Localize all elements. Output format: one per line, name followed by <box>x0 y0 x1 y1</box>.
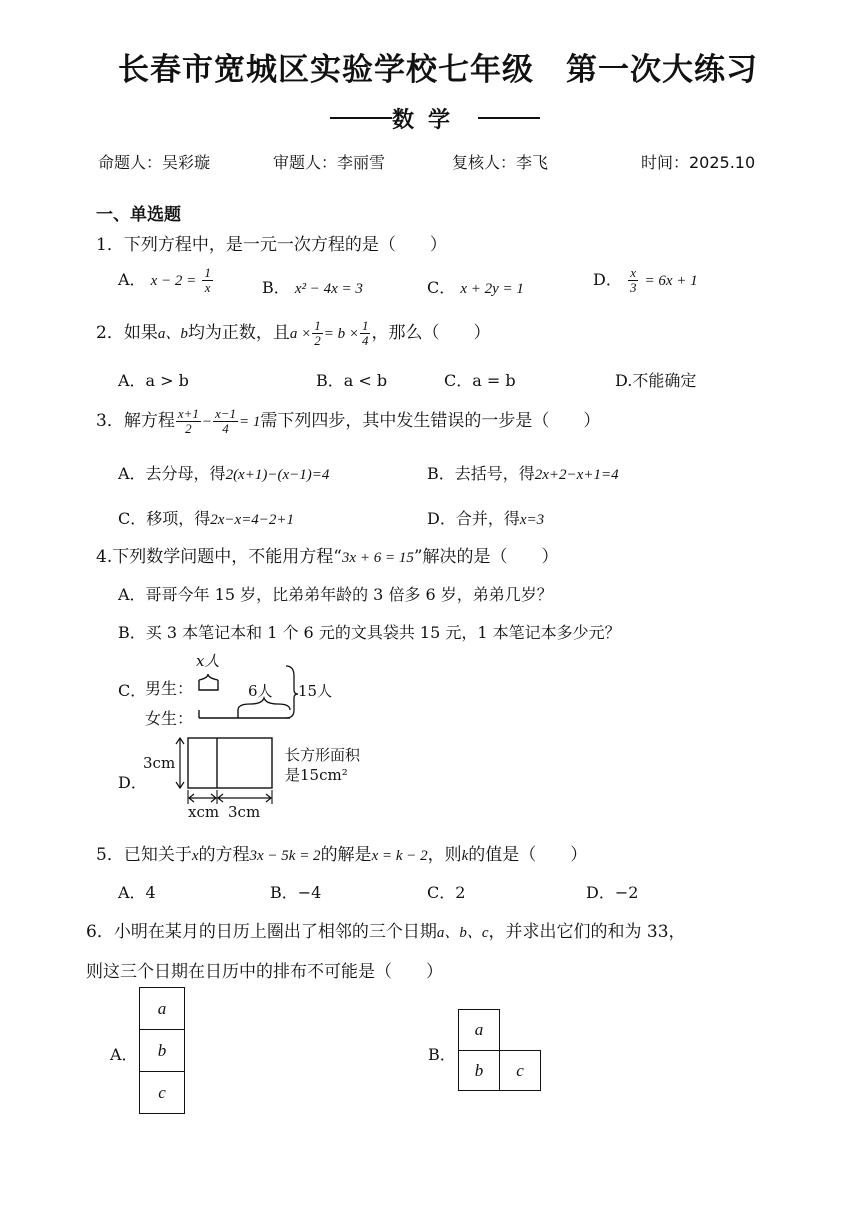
q6-b-cell-b: b <box>458 1050 500 1091</box>
q2-n1: 1 <box>314 318 321 333</box>
q3-option-b <box>427 461 619 484</box>
author-label: 命题人：吴彩璇 <box>98 153 211 172</box>
q2-option-c: C．a = b <box>444 371 516 390</box>
q3-option-a <box>118 461 329 484</box>
q5-mid2: 的解是 <box>320 845 372 865</box>
q1-a-num: 1 <box>204 265 211 280</box>
q3-stem <box>96 406 600 436</box>
q4-post: ”解决的是（ ） <box>413 547 559 567</box>
q1-d-right: = 6x + 1 <box>644 273 698 289</box>
q6-option-b-label: B． <box>428 1045 456 1064</box>
q4-c-girls-bar <box>199 710 290 718</box>
q3-d-expr: x=3 <box>519 512 545 528</box>
exam-subject: 数学 <box>392 108 465 133</box>
reviewer-label: 审题人：李丽雪 <box>273 153 386 172</box>
q2-e2: = b × <box>323 326 359 342</box>
q1-option-d <box>593 266 698 295</box>
q6-b-cell-a: a <box>458 1009 500 1051</box>
q1-c-label: C． <box>427 278 456 297</box>
q3-eq: = 1 <box>239 414 261 430</box>
q2-e1: a × <box>289 326 312 342</box>
q2-mid: 均为正数，且 <box>187 323 290 343</box>
q3-a-expr: 2(x+1)−(x−1)=4 <box>225 467 330 483</box>
date-label: 时间：2025.10 <box>641 153 756 172</box>
q4-d-width-3: 3cm <box>228 803 261 821</box>
q1-option-c <box>427 275 524 298</box>
q4-expr: 3x + 6 = 15 <box>341 550 414 566</box>
q6-line-1 <box>86 917 686 942</box>
q6-line1-vars: a、b、c <box>436 925 489 941</box>
q1-option-a <box>118 266 214 295</box>
q1-stem: 1．下列方程中，是一元一次方程的是（ ） <box>96 235 447 255</box>
q1-d-fraction <box>628 266 639 295</box>
q5-pre: 5．已知关于 <box>96 845 192 865</box>
q4-c-label: C． <box>118 681 147 700</box>
q5-post: 的值是（ ） <box>468 845 588 865</box>
q5-option-c: C．2 <box>427 883 466 902</box>
q6-b-cell-c: c <box>499 1050 541 1091</box>
q6-a-cell-b: b <box>139 1029 185 1072</box>
q5-var-x: x <box>191 848 199 864</box>
q2-frac-2 <box>360 319 371 348</box>
q4-d-height: 3cm <box>143 754 176 772</box>
q1-b-expr: x² − 4x = 3 <box>294 281 363 297</box>
checker-label: 复核人：李飞 <box>452 153 549 172</box>
q5-option-b: B．−4 <box>270 883 322 902</box>
exam-title: 长春市宽城区实验学校七年级 第一次大练习 <box>118 52 758 88</box>
q5-option-d: D．−2 <box>586 883 639 902</box>
subtitle-rule-right <box>478 117 540 119</box>
q4-c-girls: 女生： <box>145 709 194 728</box>
q3-frac-2 <box>213 407 238 436</box>
q3-n1: x+1 <box>177 406 199 421</box>
q4-c-x-people: x人 <box>196 652 220 670</box>
q1-a-den: x <box>204 280 211 295</box>
q3-d2: 4 <box>222 421 229 436</box>
q1-a-left: x − 2 = <box>150 273 197 289</box>
q3-pre: 3．解方程 <box>96 411 175 431</box>
q4-c-total-people: 15人 <box>298 682 333 700</box>
q2-option-b: B．a < b <box>316 371 388 390</box>
q5-equation: 3x − 5k = 2 <box>249 848 321 864</box>
q1-c-expr: x + 2y = 1 <box>460 281 524 297</box>
q4-c-bar-diagram <box>190 660 310 726</box>
subtitle-rule-left <box>330 117 392 119</box>
q3-c-text: C．移项，得 <box>118 509 211 528</box>
q1-a-label: A． <box>118 270 146 289</box>
q6-a-cell-a: a <box>139 987 185 1030</box>
q2-d1: 2 <box>314 333 321 348</box>
q6-line-2: 则这三个日期在日历中的排布不可能是（ ） <box>86 962 443 982</box>
q3-d-text: D．合并，得 <box>427 509 520 528</box>
q5-var-k: k <box>461 848 469 864</box>
q6-a-cell-c: c <box>139 1071 185 1114</box>
q3-c-expr: 2x−x=4−2+1 <box>210 512 295 528</box>
q5-solution: x = k − 2 <box>371 848 428 864</box>
q4-d-note-1: 长方形面积 <box>285 746 361 764</box>
q2-stem <box>96 318 490 348</box>
q5-mid3: ，则 <box>427 845 462 865</box>
q4-d-note-2: 是15cm² <box>285 766 348 784</box>
q1-d-den: 3 <box>629 280 637 295</box>
q4-c-total-brace <box>286 666 298 718</box>
q3-option-c <box>118 506 294 529</box>
q3-post: 需下列四步，其中发生错误的一步是（ ） <box>260 411 601 431</box>
q3-n2: x−1 <box>215 406 237 421</box>
q2-option-a: A．a > b <box>118 371 189 390</box>
q2-frac-1 <box>312 319 323 348</box>
q4-c-boys-bracket <box>199 674 218 690</box>
section-title: 一、单选题 <box>96 205 181 225</box>
q2-d2: 4 <box>361 333 369 348</box>
q4-c-six-people: 6人 <box>248 682 273 700</box>
q6-line1-post: ，并求出它们的和为 33， <box>488 922 686 942</box>
q5-stem <box>96 840 587 865</box>
q3-frac-1 <box>176 407 201 436</box>
q2-n2: 1 <box>361 318 369 333</box>
q4-pre: 4.下列数学问题中，不能用方程“ <box>96 547 342 567</box>
q4-d-width-x: xcm <box>188 803 220 821</box>
q4-stem <box>96 542 559 567</box>
q3-a-text: A．去分母，得 <box>118 464 226 483</box>
q1-option-b <box>262 275 363 298</box>
q4-option-b: B．买 3 本笔记本和 1 个 6 元的文具袋共 15 元，1 本笔记本多少元？ <box>118 623 621 642</box>
q2-vars: a、b <box>157 326 188 342</box>
q3-b-expr: 2x+2−x+1=4 <box>534 467 619 483</box>
q4-c-six-brace <box>238 698 290 710</box>
q1-a-fraction <box>202 266 213 295</box>
q4-c-boys: 男生： <box>145 679 194 698</box>
q4-option-a: A．哥哥今年 15 岁，比弟弟年龄的 3 倍多 6 岁，弟弟几岁？ <box>118 585 553 604</box>
q5-option-a: A．4 <box>118 883 156 902</box>
q4-d-rectangle <box>188 738 272 788</box>
q1-d-num: x <box>628 266 639 281</box>
q5-mid1: 的方程 <box>198 845 250 865</box>
q3-b-text: B．去括号，得 <box>427 464 535 483</box>
q1-b-label: B． <box>262 278 290 297</box>
q2-option-d: D.不能确定 <box>615 371 697 390</box>
q1-d-label: D． <box>593 270 622 289</box>
q4-d-label: D． <box>118 773 147 792</box>
q2-pre: 2．如果 <box>96 323 158 343</box>
q4-d-rectangle-diagram <box>170 732 280 812</box>
q6-option-a-label: A． <box>110 1045 138 1064</box>
q3-d1: 2 <box>185 421 192 436</box>
q6-line1-pre: 6．小明在某月的日历上圈出了相邻的三个日期 <box>86 922 437 942</box>
q3-minus: − <box>201 414 212 430</box>
q3-option-d <box>427 506 544 529</box>
q2-post: ，那么（ ） <box>371 323 491 343</box>
